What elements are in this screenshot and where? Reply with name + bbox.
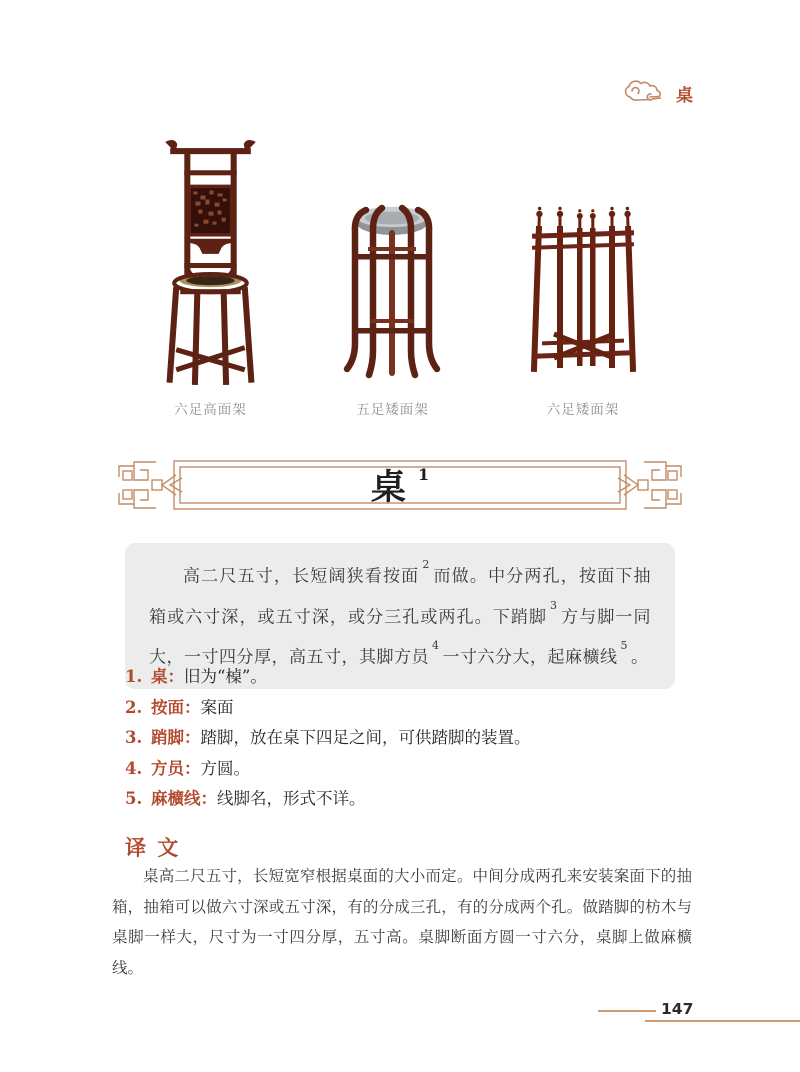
annotation-text: 踏脚，放在桌下四足之间，可供踏脚的装置。 — [200, 728, 531, 747]
ruyi-cloud-icon — [623, 78, 667, 108]
footer-rule-short — [598, 1010, 656, 1012]
annotation-term: 麻櫎线： — [151, 789, 217, 808]
annotation-text: 线脚名，形式不详。 — [217, 789, 366, 808]
quote-segment: 高二尺五寸，长短阔狭看按面 — [183, 566, 420, 587]
annotation-item — [125, 698, 687, 718]
annotation-list — [125, 667, 687, 820]
quote-segment: 而做。中分两孔，按面下抽箱或六寸深，或五寸深，或分三孔或两孔。下踃脚 — [149, 566, 652, 628]
annotation-number: 1. — [125, 667, 143, 686]
figure-caption: 六足高面架 — [174, 402, 247, 418]
annotation-term: 桌： — [151, 667, 184, 686]
annotation-term: 方员： — [151, 758, 201, 778]
annotation-number: 3. — [125, 728, 143, 747]
annotation-text: 方圆。 — [200, 758, 250, 778]
annotation-item — [125, 667, 687, 687]
annotation-term: 按面： — [151, 697, 201, 717]
quote-superscript: 3 — [550, 598, 558, 612]
quote-segment: 。 — [631, 647, 649, 668]
annotation-item — [125, 728, 687, 748]
running-header-chapter: 桌 — [676, 85, 694, 106]
running-header — [623, 78, 694, 108]
classical-quote-text — [149, 554, 651, 676]
figure-caption: 五足矮面架 — [356, 402, 429, 418]
section-title — [110, 452, 690, 518]
translation-paragraph: 桌高二尺五寸，长短宽窄根据桌面的大小而定。中间分成两孔来安装案面下的抽箱，抽箱可以做六寸深或五寸深，有的分成三孔，有的分成两个孔。做踏脚的枋木与桌脚一样大，尺寸为一寸四分厚，五寸高。桌脚断面方圆一寸六分，桌脚上做麻櫎线。 — [112, 867, 692, 977]
page-number: 147 — [661, 1000, 694, 1018]
quote-superscript: 4 — [432, 639, 440, 653]
figure-tall-basin-stand — [158, 136, 263, 394]
annotation-text: 旧为“槕”。 — [184, 667, 267, 686]
translation-heading: 译 文 — [125, 836, 181, 860]
quote-superscript: 2 — [422, 558, 430, 571]
annotation-number: 5. — [125, 789, 143, 808]
annotation-number: 2. — [125, 697, 143, 717]
annotation-number: 4. — [125, 758, 143, 778]
section-title-text: 桌 — [370, 467, 408, 508]
annotation-text: 案面 — [200, 697, 234, 717]
quote-superscript: 5 — [620, 639, 628, 653]
figure-caption: 六足矮面架 — [546, 402, 620, 418]
footer-rule-long — [645, 1020, 800, 1022]
figure-five-leg-basin-stand — [342, 200, 442, 392]
annotation-term: 踃脚： — [151, 728, 201, 747]
annotation-item — [125, 759, 687, 779]
quote-segment: 一寸六分大，起麻櫎线 — [442, 647, 618, 668]
figure-six-leg-short-stand — [530, 202, 636, 388]
quote-segment: 方与脚一同大，一寸四分厚，高五寸，其脚方员 — [149, 607, 652, 668]
annotation-item — [125, 789, 687, 809]
section-title-superscript: 1 — [417, 464, 430, 484]
